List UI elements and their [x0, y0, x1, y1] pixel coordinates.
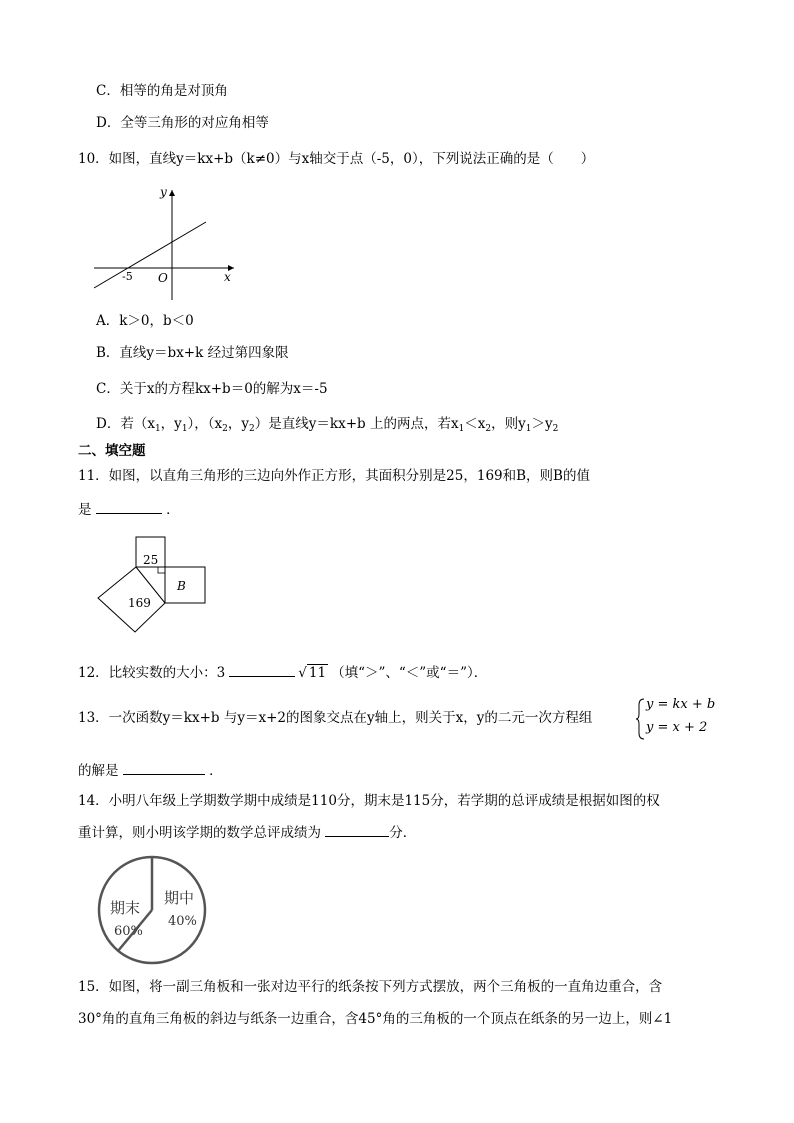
y-label: y — [160, 185, 167, 199]
q10-option-c: C．关于x的方程kx+b＝0的解为x＝-5 — [96, 381, 328, 397]
q10-option-b: B．直线y＝bx+k 经过第四象限 — [96, 345, 289, 361]
line-ykxb — [94, 222, 206, 288]
q15-stem-line2: 30°角的直角三角板的斜边与纸条一边重合，含45°角的三角板的一个顶点在纸条的另一边上，则∠1 — [78, 1011, 673, 1027]
q11-squares-figure — [92, 532, 214, 640]
sqrt-symbol: √ 11 — [298, 665, 327, 681]
pie-value-final: 60% — [114, 924, 143, 939]
q14-stem-line1: 14．小明八年级上学期数学期中成绩是110分，期末是115分，若学期的总评成绩是根据如图的权 — [78, 793, 660, 809]
q14-answer-blank[interactable] — [325, 822, 389, 837]
label-25: 25 — [143, 553, 159, 567]
q10-stem: 10．如图，直线y＝kx+b（k≠0）与x轴交于点（-5，0），下列说法正确的是（ ） — [78, 151, 595, 167]
tick-label: -5 — [122, 270, 133, 283]
q11-answer-blank[interactable] — [96, 499, 162, 514]
q12-stem: 12．比较实数的大小：3 √ 11 （填“＞”、“＜”或“＝”）． — [78, 662, 487, 682]
q9-option-c: C．相等的角是对顶角 — [96, 83, 228, 99]
equation-2: y = x + 2 — [646, 720, 708, 735]
system-brace — [636, 697, 646, 741]
q10-graph-figure — [88, 182, 248, 304]
x-label: x — [224, 270, 231, 284]
pie-value-mid: 40% — [168, 914, 197, 929]
q15-stem-line1: 15．如图，将一副三角板和一张对边平行的纸条按下列方式摆放，两个三角板的一直角边重合，含 — [78, 979, 663, 995]
q11-stem-line1: 11．如图，以直角三角形的三边向外作正方形，其面积分别是25，169和B，则B的值 — [78, 468, 590, 484]
equation-1: y = kx + b — [646, 697, 716, 712]
q12-answer-blank[interactable] — [229, 662, 295, 677]
q14-pie-chart — [96, 851, 216, 971]
q14-stem-line2: 重计算，则小明该学期的数学总评成绩为 分． — [78, 822, 416, 842]
label-169: 169 — [128, 596, 151, 610]
pie-label-mid: 期中 — [164, 889, 195, 907]
q13-answer-blank[interactable] — [123, 760, 205, 775]
q10-option-a: A．k＞0，b＜0 — [96, 313, 194, 329]
q11-stem-line2: 是 ． — [78, 499, 180, 519]
origin-label: O — [158, 271, 168, 285]
q9-option-d: D．全等三角形的对应角相等 — [96, 115, 269, 131]
section-heading: 二、填空题 — [78, 443, 146, 459]
pie-label-final: 期末 — [110, 899, 141, 917]
right-angle-mark — [158, 567, 165, 573]
label-b: B — [177, 579, 186, 593]
q13-stem: 13．一次函数y＝kx+b 与y＝x+2的图象交点在y轴上，则关于x，y的二元一次方程组 — [78, 710, 593, 726]
q13-answer-line: 的解是 ． — [78, 760, 223, 780]
q10-option-d: D．若（$x_1$，$y_1$），（$x_2$，$y_2$）是直线y＝kx+b 上的两点，若$x_1<x_2$，则$y_1>y_2$ — [96, 416, 559, 434]
